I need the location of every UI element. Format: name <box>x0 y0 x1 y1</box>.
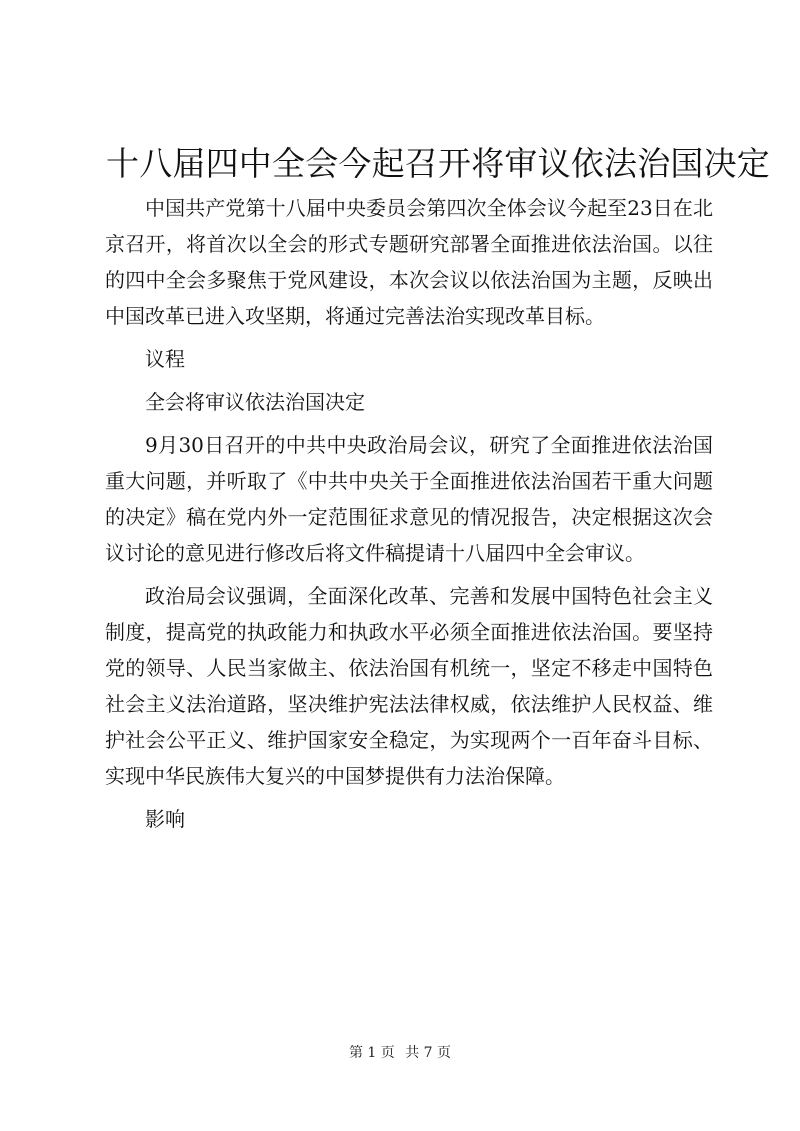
paragraph-politburo-meeting: 9月30日召开的中共中央政治局会议，研究了全面推进依法治国重大问题，并听取了《中共中央关于全面推进依法治国若干重大问题的决定》稿在党内外一定范围征求意见的情况报告，决定根据这次会议讨论的意见进行修改后将文件稿提请十八届四中全会审议。 <box>105 433 713 565</box>
page-footer <box>0 1043 800 1063</box>
page-total: 共 7 页 <box>405 1045 452 1061</box>
paragraph-spacer <box>105 794 713 801</box>
paragraph-politburo-emphasis: 政治局会议强调，全面深化改革、完善和发展中国特色社会主义制度，提高党的执政能力和执政水平必须全面推进依法治国。要坚持党的领导、人民当家做主、依法治国有机统一，坚定不移走中国特色社会主义法治道路，坚决维护宪法法律权威，依法维护人民权益、维护社会公平正义、维护国家安全稳定，为实现两个一百年奋斗目标、实现中华民族伟大复兴的中国梦提供有力法治保障。 <box>105 584 713 788</box>
document-body <box>105 190 713 837</box>
paragraph-intro: 中国共产党第十八届中央委员会第四次全体会议今起至23日在北京召开，将首次以全会的形式专题研究部署全面推进依法治国。以往的四中全会多聚焦于党风建设，本次会议以依法治国为主题，反映出中国改革已进入攻坚期，将通过完善法治实现改革目标。 <box>105 196 713 328</box>
page-number: 第 1 页 <box>348 1045 395 1061</box>
document-title: 十八届四中全会今起召开将审议依法治国决定 <box>106 144 770 183</box>
section-heading-agenda: 议程 <box>145 347 185 371</box>
paragraph-spacer <box>105 571 713 578</box>
subheading-plenary-review: 全会将审议依法治国决定 <box>145 390 365 414</box>
section-heading-impact: 影响 <box>145 807 185 831</box>
